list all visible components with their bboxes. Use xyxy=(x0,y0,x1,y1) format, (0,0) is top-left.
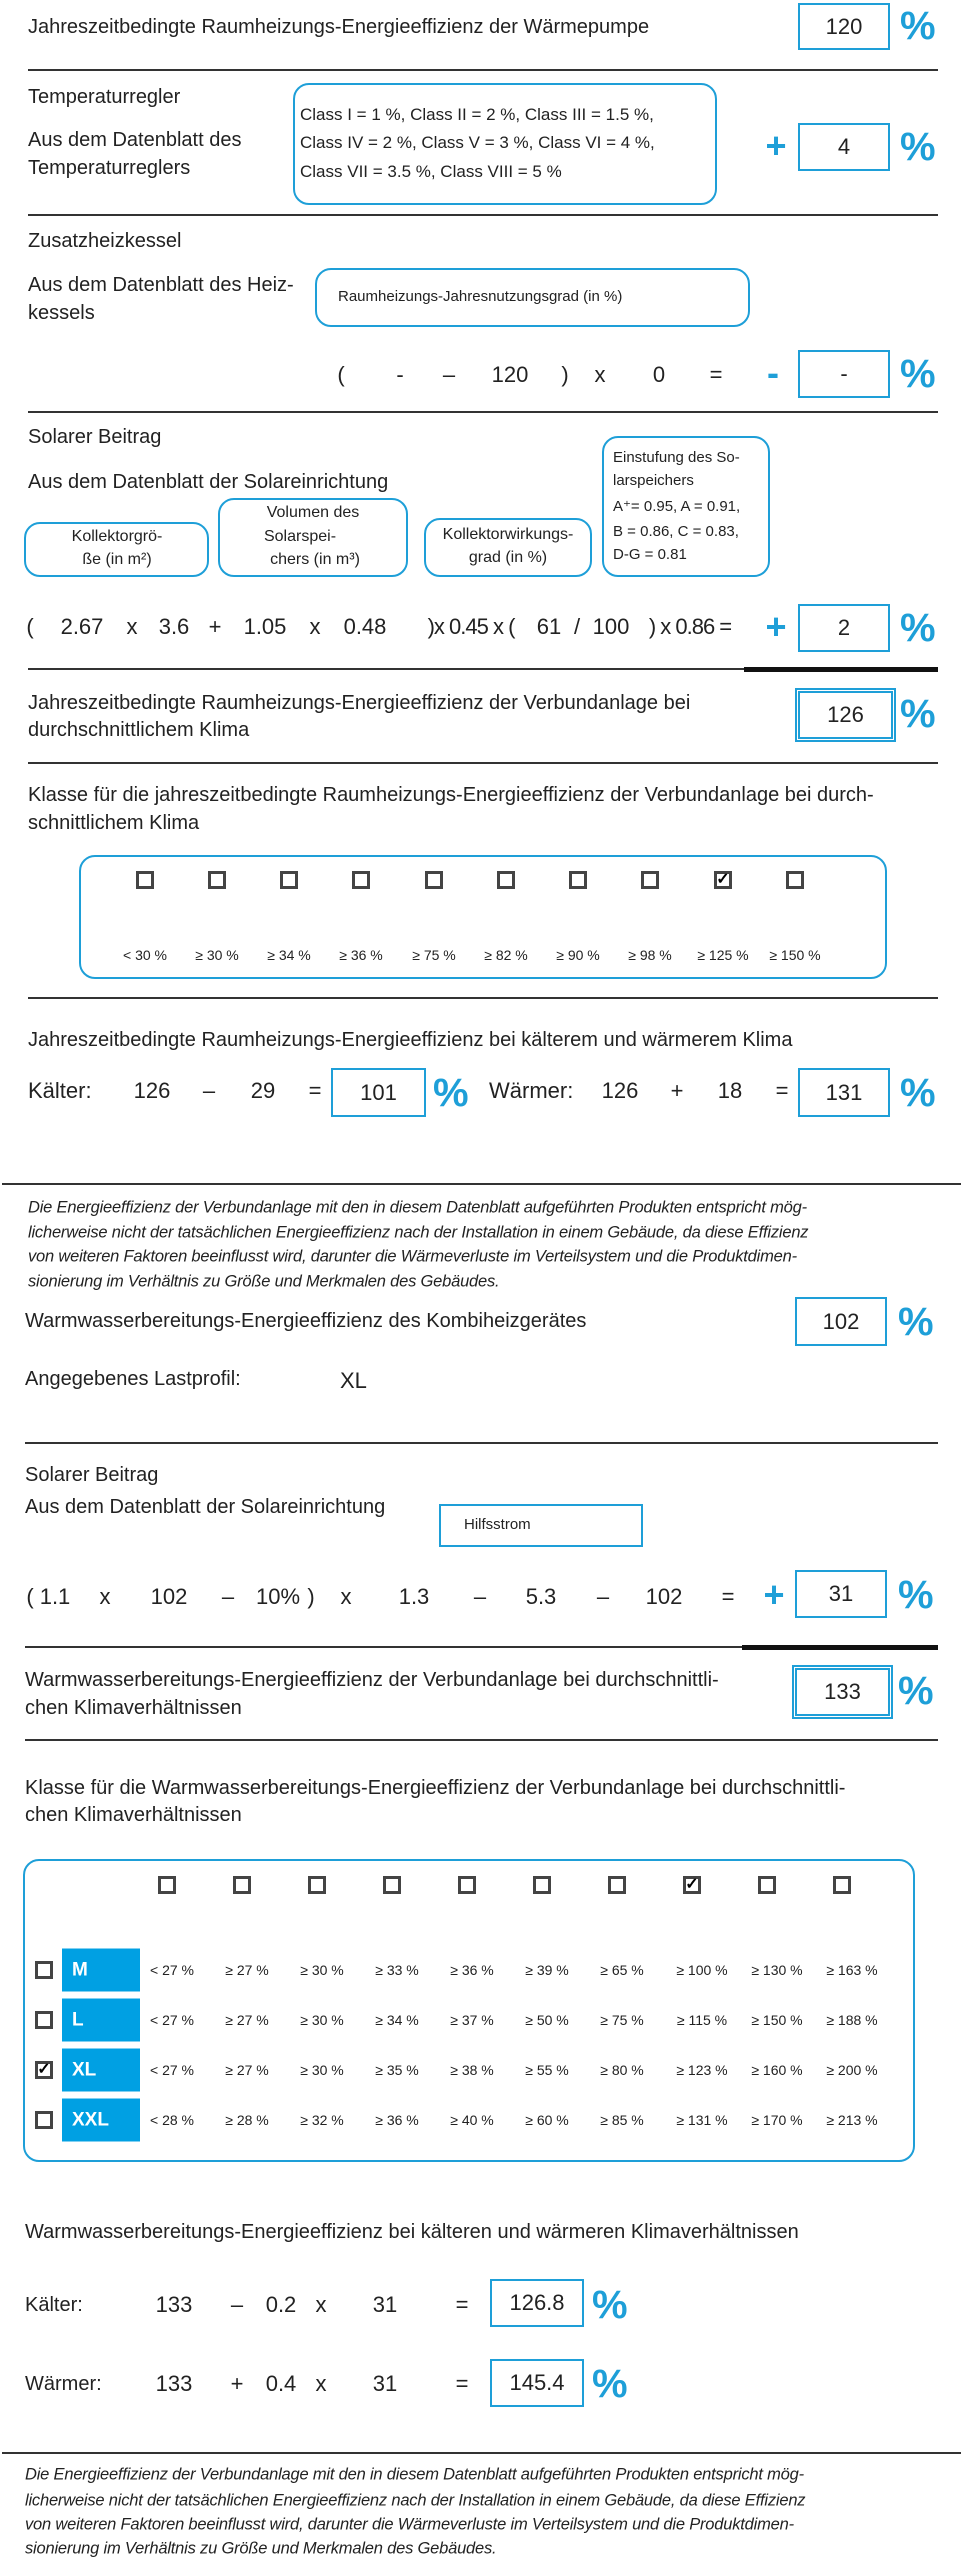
class-threshold-label: ≥ 90 % xyxy=(556,947,600,963)
class-threshold-cell: ≥ 115 % xyxy=(676,2012,728,2028)
percent-sign: % xyxy=(898,1573,934,1617)
class-threshold-cell: ≥ 200 % xyxy=(826,2062,878,2078)
formula-token: )x 0.45 x ( xyxy=(427,614,515,639)
formula-token: = xyxy=(709,362,723,387)
water-warmer-solar: 31 xyxy=(372,2371,398,2396)
water-class-label-cont: chen Klimaverhältnissen xyxy=(25,1804,242,1826)
storage-class-label: Einstufung des So- xyxy=(613,449,740,466)
warmer-label: Wärmer: xyxy=(489,1078,574,1103)
divider xyxy=(25,1739,938,1741)
formula-token: ) xyxy=(561,362,569,387)
class-threshold-cell: ≥ 38 % xyxy=(450,2062,494,2078)
checkbox[interactable] xyxy=(833,1876,851,1894)
formula-token: / xyxy=(573,614,581,639)
system-label-cont: durchschnittlichem Klima xyxy=(28,719,250,741)
class-threshold-cell: ≥ 100 % xyxy=(676,1962,728,1978)
profile-checkbox[interactable] xyxy=(35,2011,53,2029)
formula-token: 1.3 xyxy=(398,1584,430,1609)
sum-underline xyxy=(744,667,938,672)
solar-source: Aus dem Datenblatt der Solareinrichtung xyxy=(28,471,389,493)
checkbox[interactable] xyxy=(608,1876,626,1894)
checkbox[interactable] xyxy=(308,1876,326,1894)
class-threshold-cell: < 27 % xyxy=(150,2062,194,2078)
class-threshold-cell: ≥ 213 % xyxy=(826,2112,878,2128)
percent-sign: % xyxy=(898,1300,934,1344)
class-threshold-label: ≥ 82 % xyxy=(484,947,528,963)
checkbox[interactable] xyxy=(533,1876,551,1894)
controller-title: Temperaturregler xyxy=(28,86,181,108)
class-threshold-label: ≥ 98 % xyxy=(628,947,672,963)
formula-token: ( xyxy=(26,614,34,639)
disclaimer-line: Die Energieeffizienz der Verbundanlage mit den in diesem Datenblatt aufgeführten Produkten entspricht mög- xyxy=(25,2465,804,2484)
water-warmer-value-field[interactable]: 145.4 xyxy=(490,2359,584,2407)
class-threshold-cell: ≥ 85 % xyxy=(600,2112,644,2128)
class-threshold-cell: ≥ 160 % xyxy=(751,2062,803,2078)
percent-sign: % xyxy=(592,2362,628,2406)
class-threshold-cell: ≥ 36 % xyxy=(450,1962,494,1978)
space-class-label-cont: schnittlichem Klima xyxy=(28,812,200,834)
class-threshold-cell: ≥ 36 % xyxy=(375,2112,419,2128)
formula-token: x xyxy=(99,1584,111,1609)
plus-sign: + xyxy=(763,1574,785,1615)
percent-sign: % xyxy=(900,606,936,650)
check-mark-icon: ✓ xyxy=(685,1876,699,1893)
checkbox[interactable] xyxy=(786,871,804,889)
auxiliary-power-label: Hilfsstrom xyxy=(464,1516,531,1533)
formula-token: 102 xyxy=(150,1584,188,1609)
collector-size-label: Kollektorgrö- xyxy=(71,528,163,545)
formula-token: ( xyxy=(26,1584,34,1609)
percent-sign: % xyxy=(898,1669,934,1713)
percent-sign: % xyxy=(900,352,936,396)
class-threshold-cell: ≥ 39 % xyxy=(525,1962,569,1978)
water-solar-source: Aus dem Datenblatt der Solareinrichtung xyxy=(25,1496,386,1518)
divider xyxy=(28,997,938,999)
water-system-label: Warmwasserbereitungs-Energieeffizienz der Verbundanlage bei durchschnittli- xyxy=(25,1669,719,1691)
storage-volume-label: Solarspei- xyxy=(263,528,337,545)
class-threshold-cell: ≥ 50 % xyxy=(525,2012,569,2028)
class-threshold-cell: ≥ 75 % xyxy=(600,2012,644,2028)
checkbox[interactable] xyxy=(569,871,587,889)
profile-checkbox-checked[interactable] xyxy=(35,2061,53,2079)
divider xyxy=(28,762,938,764)
controller-source: Aus dem Datenblatt des xyxy=(28,129,242,151)
warmer-equals: = xyxy=(775,1078,789,1103)
disclaimer-line: sionierung im Verhältnis zu Größe und Merkmalen des Gebäudes. xyxy=(25,2539,497,2558)
formula-token: 120 xyxy=(491,362,529,387)
class-threshold-cell: ≥ 188 % xyxy=(826,2012,878,2028)
class-threshold-cell: ≥ 60 % xyxy=(525,2112,569,2128)
disclaimer-line: Die Energieeffizienz der Verbundanlage mit den in diesem Datenblatt aufgeführten Produkten entspricht mög- xyxy=(28,1198,807,1217)
divider xyxy=(25,1442,938,1444)
water-warmer-equals: = xyxy=(455,2371,469,2396)
disclaimer-line: von weiteren Faktoren beeinflusst wird, darunter die Wärmeverluste im Verteilsystem und die Produktdimen- xyxy=(28,1247,797,1266)
storage-class-label: A⁺= 0.95, A = 0.91, xyxy=(613,498,741,515)
check-mark-icon: ✓ xyxy=(37,2061,51,2078)
checkbox-checked[interactable] xyxy=(683,1876,701,1894)
percent-sign: % xyxy=(433,1071,469,1115)
water-colder-factor: 0.2 xyxy=(265,2292,297,2317)
class-threshold-cell: ≥ 123 % xyxy=(676,2062,728,2078)
water-colder-value-field[interactable]: 126.8 xyxy=(490,2279,584,2327)
plus-sign: + xyxy=(765,606,787,647)
formula-token: ) x 0.86 = xyxy=(648,614,732,639)
class-threshold-cell: ≥ 65 % xyxy=(600,1962,644,1978)
check-mark-icon: ✓ xyxy=(716,871,730,888)
climate-label: Jahreszeitbedingte Raumheizungs-Energieeffizienz bei kälterem und wärmerem Klima xyxy=(28,1029,793,1051)
water-warmer-base: 133 xyxy=(155,2371,193,2396)
load-profile-tag: XL xyxy=(62,2049,140,2092)
formula-token: – xyxy=(473,1584,487,1609)
class-threshold-cell: ≥ 33 % xyxy=(375,1962,419,1978)
controller-value-field[interactable]: 4 xyxy=(798,123,890,171)
class-threshold-cell: ≥ 30 % xyxy=(300,2012,344,2028)
water-solar-title: Solarer Beitrag xyxy=(25,1464,159,1486)
class-threshold-label: < 30 % xyxy=(123,947,167,963)
storage-class-label: larspeichers xyxy=(613,472,694,489)
storage-volume-label: Volumen des xyxy=(266,504,360,521)
storage-class-label: B = 0.86, C = 0.83, xyxy=(613,523,739,540)
collector-efficiency-label: Kollektorwirkungs- xyxy=(442,526,574,543)
disclaimer-line: licherweise nicht der tatsächlichen Energieeffizienz nach der Installation in einem Gebäude, da diese Effizienz xyxy=(25,2491,806,2510)
class-threshold-cell: ≥ 37 % xyxy=(450,2012,494,2028)
space-class-label: Klasse für die jahreszeitbedingte Raumheizungs-Energieeffizienz der Verbundanlage bei durch- xyxy=(28,784,874,806)
percent-sign: % xyxy=(900,1071,936,1115)
class-threshold-cell: ≥ 27 % xyxy=(225,2062,269,2078)
formula-token: ) xyxy=(307,1584,315,1609)
load-profile-tag: L xyxy=(62,1999,140,2042)
water-climate-label: Warmwasserbereitungs-Energieeffizienz bei kälteren und wärmeren Klimaverhältnissen xyxy=(25,2221,799,2243)
class-threshold-cell: ≥ 150 % xyxy=(751,2012,803,2028)
formula-token: x xyxy=(126,614,138,639)
water-label: Warmwasserbereitungs-Energieeffizienz des Kombiheizgerätes xyxy=(25,1310,587,1332)
collector-efficiency-label: grad (in %) xyxy=(468,549,548,566)
checkbox[interactable] xyxy=(641,871,659,889)
divider xyxy=(28,411,938,413)
warmer-base: 126 xyxy=(601,1078,639,1103)
profile-checkbox[interactable] xyxy=(35,2111,53,2129)
checkbox[interactable] xyxy=(233,1876,251,1894)
controller-class-info-line: Class VII = 3.5 %, Class VIII = 5 % xyxy=(300,162,562,181)
class-threshold-cell: ≥ 55 % xyxy=(525,2062,569,2078)
checkbox[interactable] xyxy=(208,871,226,889)
percent-sign: % xyxy=(900,4,936,48)
class-threshold-cell: ≥ 130 % xyxy=(751,1962,803,1978)
class-threshold-cell: ≥ 40 % xyxy=(450,2112,494,2128)
storage-class-label: D-G = 0.81 xyxy=(613,546,687,563)
water-colder-times: x xyxy=(315,2292,327,2317)
colder-label: Kälter: xyxy=(28,1078,92,1103)
checkbox[interactable] xyxy=(425,871,443,889)
colder-equals: = xyxy=(308,1078,322,1103)
load-profile-tag: M xyxy=(62,1949,140,1992)
checkbox[interactable] xyxy=(158,1876,176,1894)
formula-token: x xyxy=(594,362,606,387)
divider xyxy=(28,214,938,216)
water-system-value-field[interactable]: 133 xyxy=(792,1665,893,1719)
formula-token: 10% xyxy=(255,1584,301,1609)
system-label: Jahreszeitbedingte Raumheizungs-Energieeffizienz der Verbundanlage bei xyxy=(28,692,691,714)
checkbox[interactable] xyxy=(383,1876,401,1894)
water-warmer-label: Wärmer: xyxy=(25,2373,102,2395)
warmer-value-field[interactable]: 131 xyxy=(798,1068,890,1117)
minus-sign: - xyxy=(767,352,779,393)
checkbox[interactable] xyxy=(497,871,515,889)
class-threshold-cell: ≥ 163 % xyxy=(826,1962,878,1978)
water-colder-equals: = xyxy=(455,2292,469,2317)
boiler-title: Zusatzheizkessel xyxy=(28,230,182,252)
formula-token: 1.1 xyxy=(39,1584,71,1609)
formula-token: 2.67 xyxy=(60,614,104,639)
disclaimer-line: licherweise nicht der tatsächlichen Energieeffizienz nach der Installation in einem Gebäude, da diese Effizienz xyxy=(28,1223,809,1242)
water-colder-label: Kälter: xyxy=(25,2294,83,2316)
class-threshold-cell: < 27 % xyxy=(150,1962,194,1978)
class-threshold-label: ≥ 36 % xyxy=(339,947,383,963)
class-threshold-cell: ≥ 27 % xyxy=(225,2012,269,2028)
percent-sign: % xyxy=(900,125,936,169)
water-warmer-factor: 0.4 xyxy=(265,2371,297,2396)
checkbox-checked[interactable] xyxy=(714,871,732,889)
sum-underline xyxy=(742,1645,938,1650)
class-threshold-cell: < 28 % xyxy=(150,2112,194,2128)
controller-class-info-line: Class IV = 2 %, Class V = 3 %, Class VI = 4 %, xyxy=(300,133,655,152)
class-threshold-label: ≥ 30 % xyxy=(195,947,239,963)
divider xyxy=(28,69,938,71)
water-solar-value-field[interactable]: 31 xyxy=(795,1570,887,1618)
class-threshold-cell: ≥ 30 % xyxy=(300,1962,344,1978)
class-threshold-label: ≥ 150 % xyxy=(769,947,821,963)
formula-token: 0 xyxy=(652,362,666,387)
profile-checkbox[interactable] xyxy=(35,1961,53,1979)
divider xyxy=(2,1183,961,1185)
controller-class-info-line: Class I = 1 %, Class II = 2 %, Class III = 1.5 %, xyxy=(300,105,654,124)
formula-token: 100 xyxy=(592,614,630,639)
water-system-label-cont: chen Klimaverhältnissen xyxy=(25,1697,242,1719)
class-threshold-cell: ≥ 28 % xyxy=(225,2112,269,2128)
checkbox[interactable] xyxy=(280,871,298,889)
boiler-value-field[interactable]: - xyxy=(798,350,890,398)
percent-sign: % xyxy=(900,692,936,736)
formula-token: + xyxy=(208,614,222,639)
warmer-delta: 18 xyxy=(717,1078,743,1103)
formula-token: 102 xyxy=(645,1584,683,1609)
formula-token: x xyxy=(340,1584,352,1609)
load-profile-label: Angegebenes Lastprofil: xyxy=(25,1368,241,1390)
class-threshold-cell: ≥ 27 % xyxy=(225,1962,269,1978)
controller-source-cont: Temperaturreglers xyxy=(28,157,191,179)
disclaimer-line: sionierung im Verhältnis zu Größe und Merkmalen des Gebäudes. xyxy=(28,1272,500,1291)
solar-value-field[interactable]: 2 xyxy=(798,604,890,652)
class-threshold-cell: ≥ 32 % xyxy=(300,2112,344,2128)
class-threshold-cell: ≥ 170 % xyxy=(751,2112,803,2128)
load-profile-tag: XXL xyxy=(62,2099,140,2142)
formula-token: - xyxy=(396,362,404,387)
formula-token: 5.3 xyxy=(525,1584,557,1609)
formula-token: – xyxy=(596,1584,610,1609)
load-profile-value: XL xyxy=(340,1368,367,1393)
boiler-source-cont: kessels xyxy=(28,302,95,324)
formula-token: x xyxy=(309,614,321,639)
plus-sign: + xyxy=(765,125,787,166)
storage-volume-label: chers (in m³) xyxy=(270,551,360,568)
checkbox[interactable] xyxy=(758,1876,776,1894)
colder-delta: 29 xyxy=(250,1078,276,1103)
checkbox[interactable] xyxy=(136,871,154,889)
formula-token: – xyxy=(442,362,456,387)
checkbox[interactable] xyxy=(352,871,370,889)
class-threshold-cell: ≥ 34 % xyxy=(375,2012,419,2028)
water-colder-base: 133 xyxy=(155,2292,193,2317)
formula-token: ( xyxy=(337,362,345,387)
formula-token: = xyxy=(721,1584,735,1609)
formula-token: 61 xyxy=(536,614,562,639)
colder-base: 126 xyxy=(133,1078,171,1103)
water-colder-operator: – xyxy=(230,2292,244,2317)
boiler-source: Aus dem Datenblatt des Heiz- xyxy=(28,274,294,296)
colder-operator: – xyxy=(202,1078,216,1103)
colder-value-field[interactable]: 101 xyxy=(331,1068,426,1117)
class-threshold-label: ≥ 75 % xyxy=(412,947,456,963)
heatpump-value-field[interactable]: 120 xyxy=(798,3,890,50)
disclaimer-line: von weiteren Faktoren beeinflusst wird, darunter die Wärmeverluste im Verteilsystem und die Produktdimen- xyxy=(25,2515,794,2534)
class-threshold-cell: ≥ 131 % xyxy=(676,2112,728,2128)
solar-title: Solarer Beitrag xyxy=(28,426,162,448)
class-threshold-cell: ≥ 80 % xyxy=(600,2062,644,2078)
class-threshold-cell: ≥ 35 % xyxy=(375,2062,419,2078)
collector-size-label: ße (in m²) xyxy=(82,551,152,568)
class-threshold-label: ≥ 34 % xyxy=(267,947,311,963)
formula-token: 3.6 xyxy=(158,614,190,639)
heatpump-label: Jahreszeitbedingte Raumheizungs-Energieeffizienz der Wärmepumpe xyxy=(28,16,650,38)
system-value-field[interactable]: 126 xyxy=(795,688,896,742)
boiler-efficiency-info: Raumheizungs-Jahresnutzungsgrad (in %) xyxy=(338,288,623,305)
water-warmer-operator: + xyxy=(230,2371,244,2396)
formula-token: 0.48 xyxy=(343,614,387,639)
class-threshold-label: ≥ 125 % xyxy=(697,947,749,963)
water-value-field[interactable]: 102 xyxy=(795,1297,887,1346)
class-threshold-cell: ≥ 30 % xyxy=(300,2062,344,2078)
percent-sign: % xyxy=(592,2283,628,2327)
formula-token: – xyxy=(221,1584,235,1609)
class-threshold-cell: < 27 % xyxy=(150,2012,194,2028)
water-class-label: Klasse für die Warmwasserbereitungs-Energieeffizienz der Verbundanlage bei durchschnittli- xyxy=(25,1777,846,1799)
warmer-operator: + xyxy=(670,1078,684,1103)
divider xyxy=(2,2452,961,2454)
checkbox[interactable] xyxy=(458,1876,476,1894)
water-warmer-times: x xyxy=(315,2371,327,2396)
formula-token: 1.05 xyxy=(243,614,287,639)
water-colder-solar: 31 xyxy=(372,2292,398,2317)
